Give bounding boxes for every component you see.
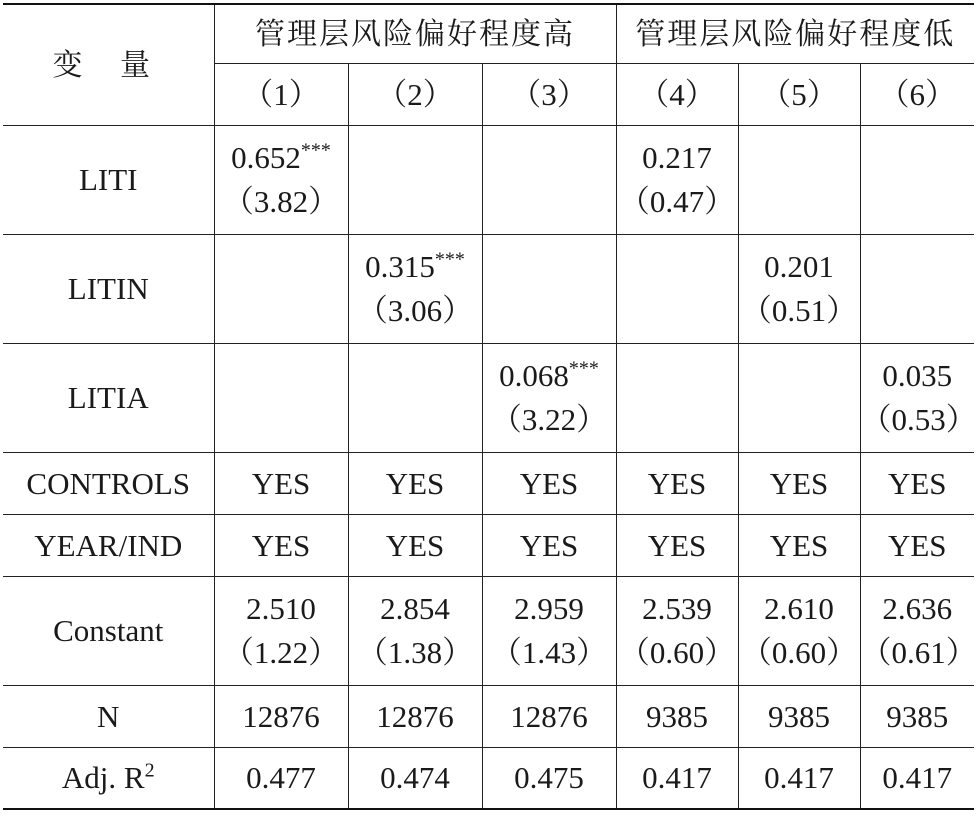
cell-liti-6 xyxy=(860,126,974,235)
row-label-litin: LITIN xyxy=(3,235,214,344)
cell-litia-2 xyxy=(348,344,482,453)
coef-value: 2.854 xyxy=(380,591,450,626)
cell-litin-6 xyxy=(860,235,974,344)
cell-liti-1 xyxy=(214,126,348,235)
t-statistic: （3.82） xyxy=(222,184,340,219)
row-label-constant: Constant xyxy=(3,577,214,686)
superscript-2: 2 xyxy=(144,759,155,782)
coef-value: 2.510 xyxy=(246,591,316,626)
cell-constant-5 xyxy=(738,577,860,686)
row-label-litia: LITIA xyxy=(3,344,214,453)
cell-constant-6 xyxy=(860,577,977,686)
cell-adj-r2-5: 0.417 xyxy=(738,748,860,810)
cell-controls-5: YES xyxy=(738,453,860,515)
cell-n-4: 9385 xyxy=(616,686,738,748)
significance-stars: *** xyxy=(434,248,465,271)
coef-value: 2.610 xyxy=(764,591,834,626)
cell-litin-1 xyxy=(214,235,348,344)
coef-value: 0.217 xyxy=(642,140,712,175)
cell-adj-r2-1: 0.477 xyxy=(214,748,348,810)
cell-constant-2 xyxy=(348,577,482,686)
cell-controls-2: YES xyxy=(348,453,482,515)
cell-year-ind-1: YES xyxy=(214,515,348,577)
cell-litin-2 xyxy=(348,235,482,344)
row-liti xyxy=(3,126,974,235)
group-low-label: 管理层风险偏好程度低 xyxy=(635,16,956,52)
cell-liti-3 xyxy=(482,126,616,235)
coef-value: 0.035 xyxy=(882,358,953,393)
t-statistic: （0.60） xyxy=(740,635,858,670)
variable-header xyxy=(3,4,214,126)
coef-value: 0.068*** xyxy=(499,357,599,393)
column-header-3: （3） xyxy=(482,64,616,126)
cell-year-ind-6: YES xyxy=(860,515,974,577)
significance-stars: *** xyxy=(300,139,331,162)
coef-value: 2.959 xyxy=(514,591,584,626)
variable-header-label: 变 量 xyxy=(52,47,165,83)
cell-n-6: 9385 xyxy=(860,686,974,748)
group-header-high xyxy=(214,4,616,64)
t-statistic: （0.60） xyxy=(618,635,736,670)
header-row-groups xyxy=(3,4,974,64)
coef-value: 0.652*** xyxy=(231,139,331,175)
cell-liti-5 xyxy=(738,126,860,235)
cell-litia-5 xyxy=(738,344,860,453)
column-header-6: （6） xyxy=(860,64,974,126)
cell-year-ind-2: YES xyxy=(348,515,482,577)
cell-litin-5 xyxy=(738,235,860,344)
cell-controls-3: YES xyxy=(482,453,616,515)
column-header-1: （1） xyxy=(214,64,348,126)
group-header-low xyxy=(616,4,974,64)
row-litin xyxy=(3,235,974,344)
coef-value: 2.539 xyxy=(642,591,712,626)
row-year-ind xyxy=(3,515,974,577)
row-controls xyxy=(3,453,974,515)
row-litia xyxy=(3,344,974,453)
cell-year-ind-5: YES xyxy=(738,515,860,577)
t-statistic: （3.06） xyxy=(356,293,474,328)
t-statistic: （1.43） xyxy=(490,635,608,670)
column-header-4: （4） xyxy=(616,64,738,126)
cell-controls-1: YES xyxy=(214,453,348,515)
row-label-adj-r2: Adj. $R^2$ xyxy=(3,748,214,810)
row-adj-r2 xyxy=(3,748,974,810)
t-statistic: （0.61） xyxy=(860,635,977,670)
cell-litia-3 xyxy=(482,344,616,453)
row-label-liti: LITI xyxy=(3,126,214,235)
cell-adj-r2-4: 0.417 xyxy=(616,748,738,810)
cell-liti-4 xyxy=(616,126,738,235)
t-statistic: （0.51） xyxy=(740,293,858,328)
t-statistic: （0.53） xyxy=(860,402,977,437)
group-high-label: 管理层风险偏好程度高 xyxy=(255,16,575,52)
coef-value: 0.201 xyxy=(764,249,834,284)
coef-value: 0.315*** xyxy=(365,248,465,284)
row-label-controls: CONTROLS xyxy=(3,453,214,515)
significance-stars: *** xyxy=(568,357,599,380)
row-label-n: N xyxy=(3,686,214,748)
column-header-5: （5） xyxy=(738,64,860,126)
column-header-2: （2） xyxy=(348,64,482,126)
cell-liti-2 xyxy=(348,126,482,235)
cell-n-5: 9385 xyxy=(738,686,860,748)
cell-constant-3 xyxy=(482,577,616,686)
cell-year-ind-4: YES xyxy=(616,515,738,577)
t-statistic: （1.22） xyxy=(222,635,340,670)
cell-adj-r2-2: 0.474 xyxy=(348,748,482,810)
t-statistic: （1.38） xyxy=(356,635,474,670)
regression-table xyxy=(3,3,977,810)
cell-adj-r2-3: 0.475 xyxy=(482,748,616,810)
cell-controls-4: YES xyxy=(616,453,738,515)
row-constant xyxy=(3,577,974,686)
cell-n-2: 12876 xyxy=(348,686,482,748)
cell-litin-3 xyxy=(482,235,616,344)
row-n xyxy=(3,686,974,748)
cell-n-3: 12876 xyxy=(482,686,616,748)
t-statistic: （0.47） xyxy=(618,184,736,219)
cell-litia-1 xyxy=(214,344,348,453)
row-label-year-ind: YEAR/IND xyxy=(3,515,214,577)
t-statistic: （3.22） xyxy=(490,402,608,437)
cell-constant-4 xyxy=(616,577,738,686)
cell-year-ind-3: YES xyxy=(482,515,616,577)
cell-litia-6 xyxy=(860,344,977,453)
cell-n-1: 12876 xyxy=(214,686,348,748)
cell-adj-r2-6: 0.417 xyxy=(860,748,974,810)
coef-value: 2.636 xyxy=(882,591,953,626)
cell-litia-4 xyxy=(616,344,738,453)
cell-litin-4 xyxy=(616,235,738,344)
cell-constant-1 xyxy=(214,577,348,686)
cell-controls-6: YES xyxy=(860,453,974,515)
